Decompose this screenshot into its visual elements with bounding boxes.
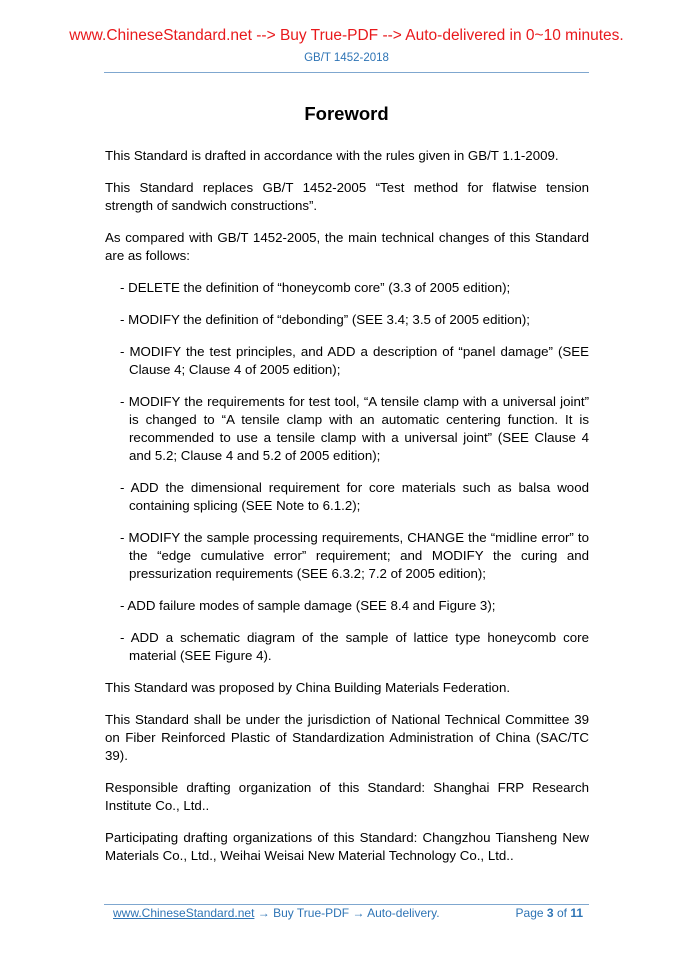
page-indicator [516, 906, 583, 920]
page-of-label: of [556, 906, 567, 920]
paragraph: This Standard is drafted in accordance with the rules given in GB/T 1.1-2009. [105, 148, 559, 163]
change-item: - DELETE the definition of “honeycomb core” (3.3 of 2005 edition); [120, 280, 511, 295]
header-divider [104, 72, 589, 73]
page-label: Page [515, 906, 544, 920]
paragraph: As compared with GB/T 1452-2005, the main technical changes of this Standard are as follows: [105, 230, 589, 263]
page-title: Foreword [304, 103, 389, 124]
paragraph: Participating drafting organizations of this Standard: Changzhou Tiansheng New Materials Co., Ltd., Weihai Weisai New Material Technology Co., Ltd.. [105, 830, 589, 863]
document-body [105, 147, 589, 879]
change-item: - MODIFY the sample processing requirements, CHANGE the “midline error” to the “edge cumulative error” requirement; and MODIFY the curing and pressurization requirements (SEE 6.3.2; 7.2 of 2005 edition); [120, 530, 589, 581]
footer-site-link[interactable]: www.ChineseStandard.net [113, 906, 255, 920]
paragraph: Responsible drafting organization of this Standard: Shanghai FRP Research Institute Co., Ltd.. [105, 780, 589, 813]
footer-delivery-text: → Buy True-PDF → Auto-delivery. [254, 906, 440, 920]
change-item: - MODIFY the test principles, and ADD a description of “panel damage” (SEE Clause 4; Clause 4 of 2005 edition); [120, 344, 589, 377]
page-current: 3 [546, 906, 554, 920]
change-item: - MODIFY the requirements for test tool, “A tensile clamp with a universal joint” is changed to “A tensile clamp with an automatic centering function. It is recommended to use a tensile clamp with a universal joint” (SEE Clause 4 and 5.2; Clause 4 and 5.2 of 2005 edition); [120, 394, 589, 463]
page-total: 11 [570, 906, 583, 920]
paragraph: This Standard was proposed by China Building Materials Federation. [105, 680, 511, 695]
change-item: - ADD failure modes of sample damage (SEE 8.4 and Figure 3); [120, 598, 496, 613]
standard-code: GB/T 1452-2018 [304, 52, 389, 64]
header-banner: www.ChineseStandard.net --> Buy True-PDF --> Auto-delivered in 0~10 minutes. [69, 27, 624, 44]
footer-divider [104, 904, 589, 905]
change-item: - MODIFY the definition of “debonding” (SEE 3.4; 3.5 of 2005 edition); [120, 312, 530, 327]
change-item: - ADD the dimensional requirement for core materials such as balsa wood containing splicing (SEE Note to 6.1.2); [120, 480, 589, 513]
paragraph: This Standard replaces GB/T 1452-2005 “Test method for flatwise tension strength of sandwich constructions”. [105, 180, 589, 213]
paragraph: This Standard shall be under the jurisdiction of National Technical Committee 39 on Fiber Reinforced Plastic of Standardization Administration of China (SAC/TC 39). [105, 712, 589, 763]
footer [113, 906, 583, 920]
change-item: - ADD a schematic diagram of the sample of lattice type honeycomb core material (SEE Figure 4). [120, 630, 589, 663]
